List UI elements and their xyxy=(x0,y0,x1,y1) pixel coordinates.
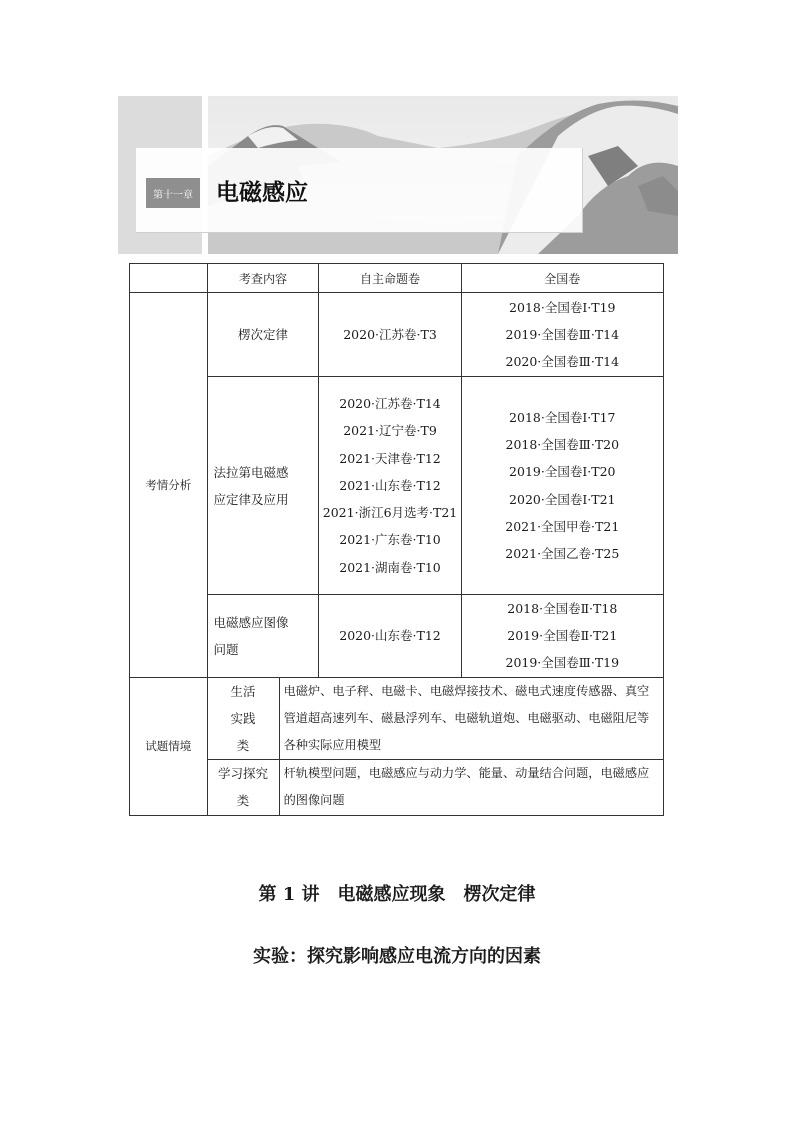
analysis-label: 考情分析 xyxy=(130,293,208,678)
list-item: 2018·全国卷Ⅰ·T17 xyxy=(509,409,616,425)
list-item: 2019·全国卷Ⅲ·T19 xyxy=(505,655,620,671)
context-text: 电磁炉、电子秤、电磁卡、电磁焊接技术、磁电式速度传感器、真空管道超高速列车、磁悬浮列车、电磁轨道炮、电磁驱动、电磁阻尼等各种实际应用模型 xyxy=(279,677,663,759)
self-paper-cell xyxy=(319,293,461,377)
table-row xyxy=(130,677,664,759)
experiment-title: 实验：探究影响感应电流方向的因素 xyxy=(253,946,541,967)
list-item: 2021·全国乙卷·T25 xyxy=(505,545,620,561)
header-corner xyxy=(130,264,208,293)
table-header-row xyxy=(130,264,664,293)
list-item: 2021·辽宁卷·T9 xyxy=(343,423,437,439)
self-paper-cell xyxy=(319,595,461,678)
chapter-title: 电磁感应 xyxy=(216,180,308,206)
self-paper-cell xyxy=(319,377,461,595)
context-text: 杆轨模型问题，电磁感应与动力学、能量、动量结合问题，电磁感应的图像问题 xyxy=(279,759,663,815)
table-row xyxy=(130,377,664,595)
national-paper-cell xyxy=(461,377,663,595)
context-type: 学习探究类 xyxy=(207,759,279,815)
header-content: 考查内容 xyxy=(207,264,319,293)
context-type: 生活实践类 xyxy=(207,677,279,759)
lecture-title: 第 1 讲 电磁感应现象 楞次定律 xyxy=(258,884,536,905)
list-item: 2021·山东卷·T12 xyxy=(339,477,441,493)
list-item: 2021·浙江6月选考·T21 xyxy=(322,505,458,521)
list-item: 2019·全国卷Ⅰ·T20 xyxy=(509,464,616,480)
header-self-paper: 自主命题卷 xyxy=(319,264,461,293)
list-item: 2019·全国卷Ⅲ·T14 xyxy=(505,326,620,342)
list-item: 2018·全国卷Ⅰ·T19 xyxy=(509,299,616,315)
list-item: 2021·湖南卷·T10 xyxy=(339,559,441,575)
list-item: 2021·广东卷·T10 xyxy=(339,532,441,548)
list-item: 2021·天津卷·T12 xyxy=(339,450,441,466)
list-item: 2018·全国卷Ⅲ·T20 xyxy=(505,437,620,453)
list-item: 2019·全国卷Ⅱ·T21 xyxy=(507,628,618,644)
list-item: 2021·全国甲卷·T21 xyxy=(505,518,620,534)
table-row xyxy=(130,759,664,815)
exam-analysis-table xyxy=(129,263,664,816)
chapter-title-box xyxy=(136,148,583,233)
national-paper-cell xyxy=(461,293,663,377)
topic-cell: 电磁感应图像问题 xyxy=(207,595,319,678)
list-item: 2020·山东卷·T12 xyxy=(339,628,441,644)
list-item: 2020·江苏卷·T3 xyxy=(343,326,437,342)
national-paper-cell xyxy=(461,595,663,678)
table-row xyxy=(130,293,664,377)
context-label: 试题情境 xyxy=(130,677,208,815)
list-item: 2020·全国卷Ⅰ·T21 xyxy=(509,491,616,507)
topic-cell: 法拉第电磁感应定律及应用 xyxy=(207,377,319,595)
chapter-tag: 第十一章 xyxy=(146,178,200,208)
list-item: 2018·全国卷Ⅱ·T18 xyxy=(507,601,618,616)
topic-cell: 楞次定律 xyxy=(207,293,319,377)
list-item: 2020·全国卷Ⅲ·T14 xyxy=(505,354,620,370)
table-row xyxy=(130,595,664,678)
header-national-paper: 全国卷 xyxy=(461,264,663,293)
list-item: 2020·江苏卷·T14 xyxy=(339,396,441,412)
chapter-banner xyxy=(118,96,678,254)
